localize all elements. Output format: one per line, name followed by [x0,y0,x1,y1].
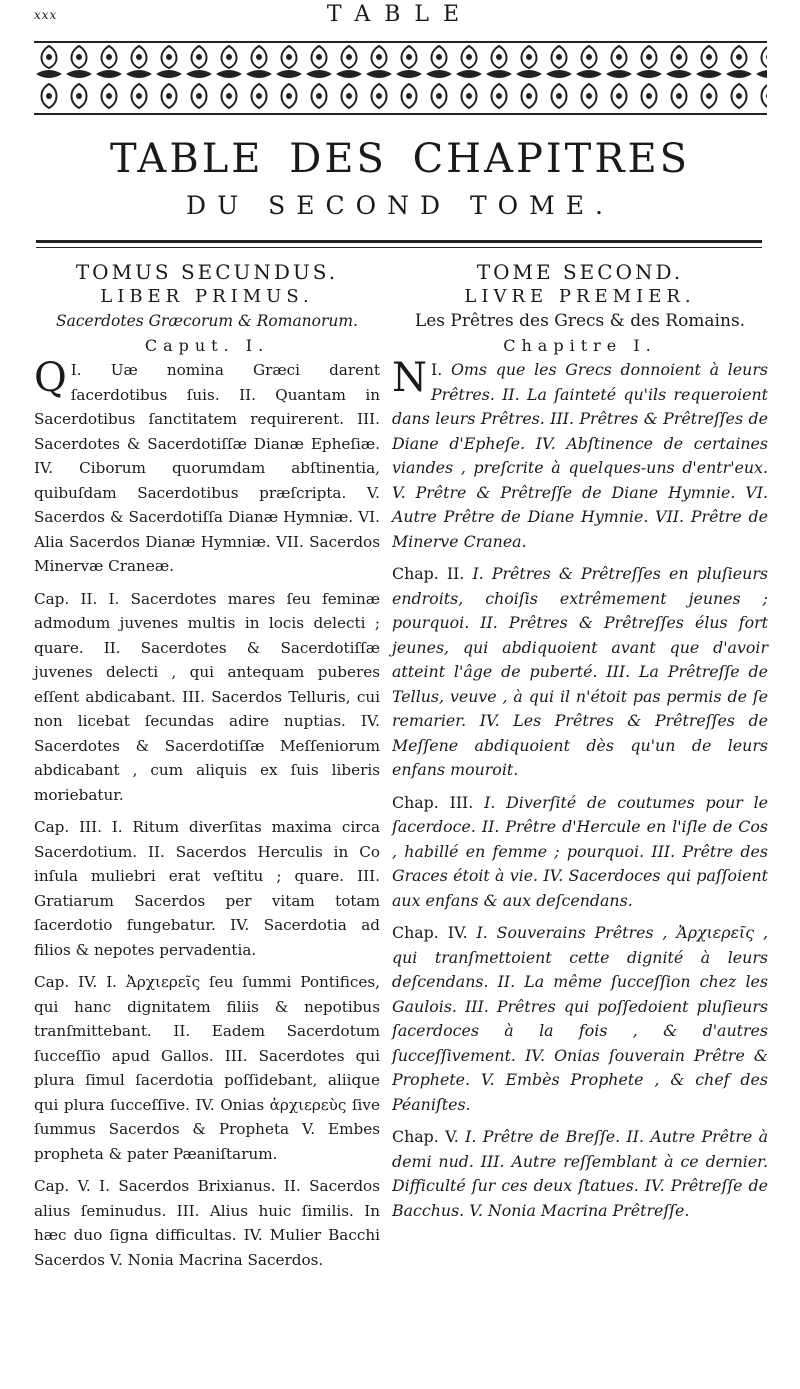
latin-entry [34,970,380,1166]
french-entry [392,1125,768,1223]
entry-text: I. Souverains Prêtres , Ἀρχιερεῖς , qui tranſmettoient cette dignité à leurs deſcendans. II. La même ſucceſſion chez les Gaulois. III. Prêtres qui poſſedoient pluſieurs ſacerdoces à la fois , & d'autres ſucceſſivement. IV. Onias ſouverain Prêtre & Prophete. V. Embès Prophete , & chef des Péaniſtes. [392,923,769,1114]
latin-subtitle: Sacerdotes Græcorum & Romanorum. [55,312,359,330]
french-entry [392,921,768,1117]
entry-text: I. Sacerdos Brixianus. II. Sacerdos alius ſeminudus. III. Alius huic ſimilis. In hæc duo ſigna difficultas. IV. Mulier Bacchi Sacerdos V. Nonia Macrina Sacerdos. [34,1177,380,1269]
latin-book-heading: LIBER PRIMUS. [100,285,314,307]
latin-column [34,260,380,1280]
drop-cap: N [392,355,427,401]
latin-entry [34,355,380,579]
latin-entry [34,1174,380,1272]
entry-label: Chap. IV. [392,923,468,942]
entry-text: I. Sacerdotes mares ſeu feminæ admodum juvenes multis in locis delecti ; quare. II. Sacerdotes & Sacerdotiſſæ juvenes delecti , qui antequam puberes eſſent abdicabant. III. Sacerdos Telluris, cui non licebat ſecundas adire nuptias. IV. Sacerdotes & Sacerdotiſſæ Meſſeniorum abdicabant , cum aliquis ex ſuis liberis moriebatur. [34,589,381,804]
entry-text: I. Prêtres & Prêtreſſes en pluſieurs endroits, choiſis extrêmement jeunes ; pourquoi. II. Prêtres & Prêtreſſes élus fort jeunes, qui abdiquoient avant que d'avoir atteint l'âge de puberté. III. La Prêtreſſe de Tellus, veuve , à qui il n'étoit pas permis de ſe remarier. IV. Les Prêtres & Prêtreſſes de Meſſene abdiquoient dès qu'un de leurs enfans mouroit. [392,564,768,779]
drop-cap: Q [34,355,67,401]
page-number: xxx [34,8,58,22]
ornamental-band [34,38,767,120]
french-tome-heading: TOME SECOND. [476,260,684,284]
entry-label: I. [70,361,82,379]
entry-label: I. [431,360,443,379]
page-title: TABLE DES CHAPITRES [109,136,691,182]
entry-text: Oms que les Grecs donnoient à leurs Prêtres. II. La ſainteté qu'ils requeroient dans leurs Prêtres. III. Prêtres & Prêtreſſes de Diane d'Epheſe. IV. Abſtinence de certaines viandes , preſcrite à quelques-uns d'entr'eux. V. Prêtre & Prêtreſſe de Diane Hymnie. VI. Autre Prêtre de Diane Hymnie. VII. Prêtre de Minerve Cranea. [392,360,768,551]
latin-caput-heading: Caput. I. [144,335,270,355]
french-chapitre-heading: Chapitre I. [503,335,657,355]
french-subtitle: Les Prêtres des Grecs & des Romains. [414,311,746,331]
french-entry [392,791,768,914]
latin-tome-heading: TOMUS SECUNDUS. [75,260,339,284]
entry-label: Cap. V. [34,1177,91,1195]
entry-label: Cap. II. [34,589,98,608]
entry-label: Chap. III. [392,792,474,812]
latin-entry [34,587,380,808]
page-subtitle: DU SECOND TOME. [186,191,614,220]
french-entry [392,562,768,783]
latin-entry [34,815,380,962]
title-rule [36,240,762,248]
entry-label: Chap. V. [392,1127,459,1146]
entry-text: I. Diverſité de coutumes pour le ſacerdoce. II. Prêtre d'Hercule en l'iſle de Cos , habillé en femme ; pourquoi. III. Prêtre des Graces étoit à vie. IV. Sacerdoces qui paſſoient aux enfans & aux deſcendans. [392,792,769,910]
french-column [392,260,768,1231]
running-title: TABLE [326,2,474,27]
entry-label: Chap. II. [392,564,465,583]
entry-text: I. Ἀρχιερεῖς ſeu ſummi Pontifices, qui hanc dignitatem filiis & nepotibus tranſmittebant. II. Eadem Sacerdotum ſucceſſio apud Gallos. III. Sacerdotes qui plura ſimul ſacerdotia poſſidebant, aliique qui plura ſucceſſive. IV. Onias ἀρχιερεὺς ſive ſummus Sacerdos & Propheta V. Embes propheta & pater Pæaniſtarum. [34,973,380,1163]
french-book-heading: LIVRE PREMIER. [464,285,696,307]
french-entry [392,355,768,554]
entry-text: Uæ nomina Græci darent ſacerdotibus ſuis. II. Quantam in Sacerdotibus ſanctitatem requirerent. III. Sacerdotes & Sacerdotiſſæ Dianæ Epheſiæ. IV. Ciborum quorumdam abſtinentia, quibuſdam Sacerdotibus præſcripta. V. Sacerdos & Sacerdotiſſa Dianæ Hymniæ. VI. Alia Sacerdos Dianæ Hymniæ. VII. Sacerdos Minervæ Craneæ. [34,361,380,575]
entry-label: Cap. III. [34,818,102,836]
entry-text: I. Ritum diverſitas maxima circa Sacerdotium. II. Sacerdos Herculis in Co inſula muliebri erat veſtitu ; quare. III. Gratiarum Sacerdos per vitam totam ſacerdotio fungebatur. IV. Sacerdotia ad filios & nepotes pervadentia. [34,818,381,959]
entry-label: Cap. IV. [34,973,98,991]
entry-text: I. Prêtre de Breſſe. II. Autre Prêtre à demi nud. III. Autre reſſemblant à ce dernier. Difficulté ſur ces deux ſtatues. IV. Prêtreſſe de Bacchus. V. Nonia Macrina Prêtreſſe. [392,1127,768,1220]
